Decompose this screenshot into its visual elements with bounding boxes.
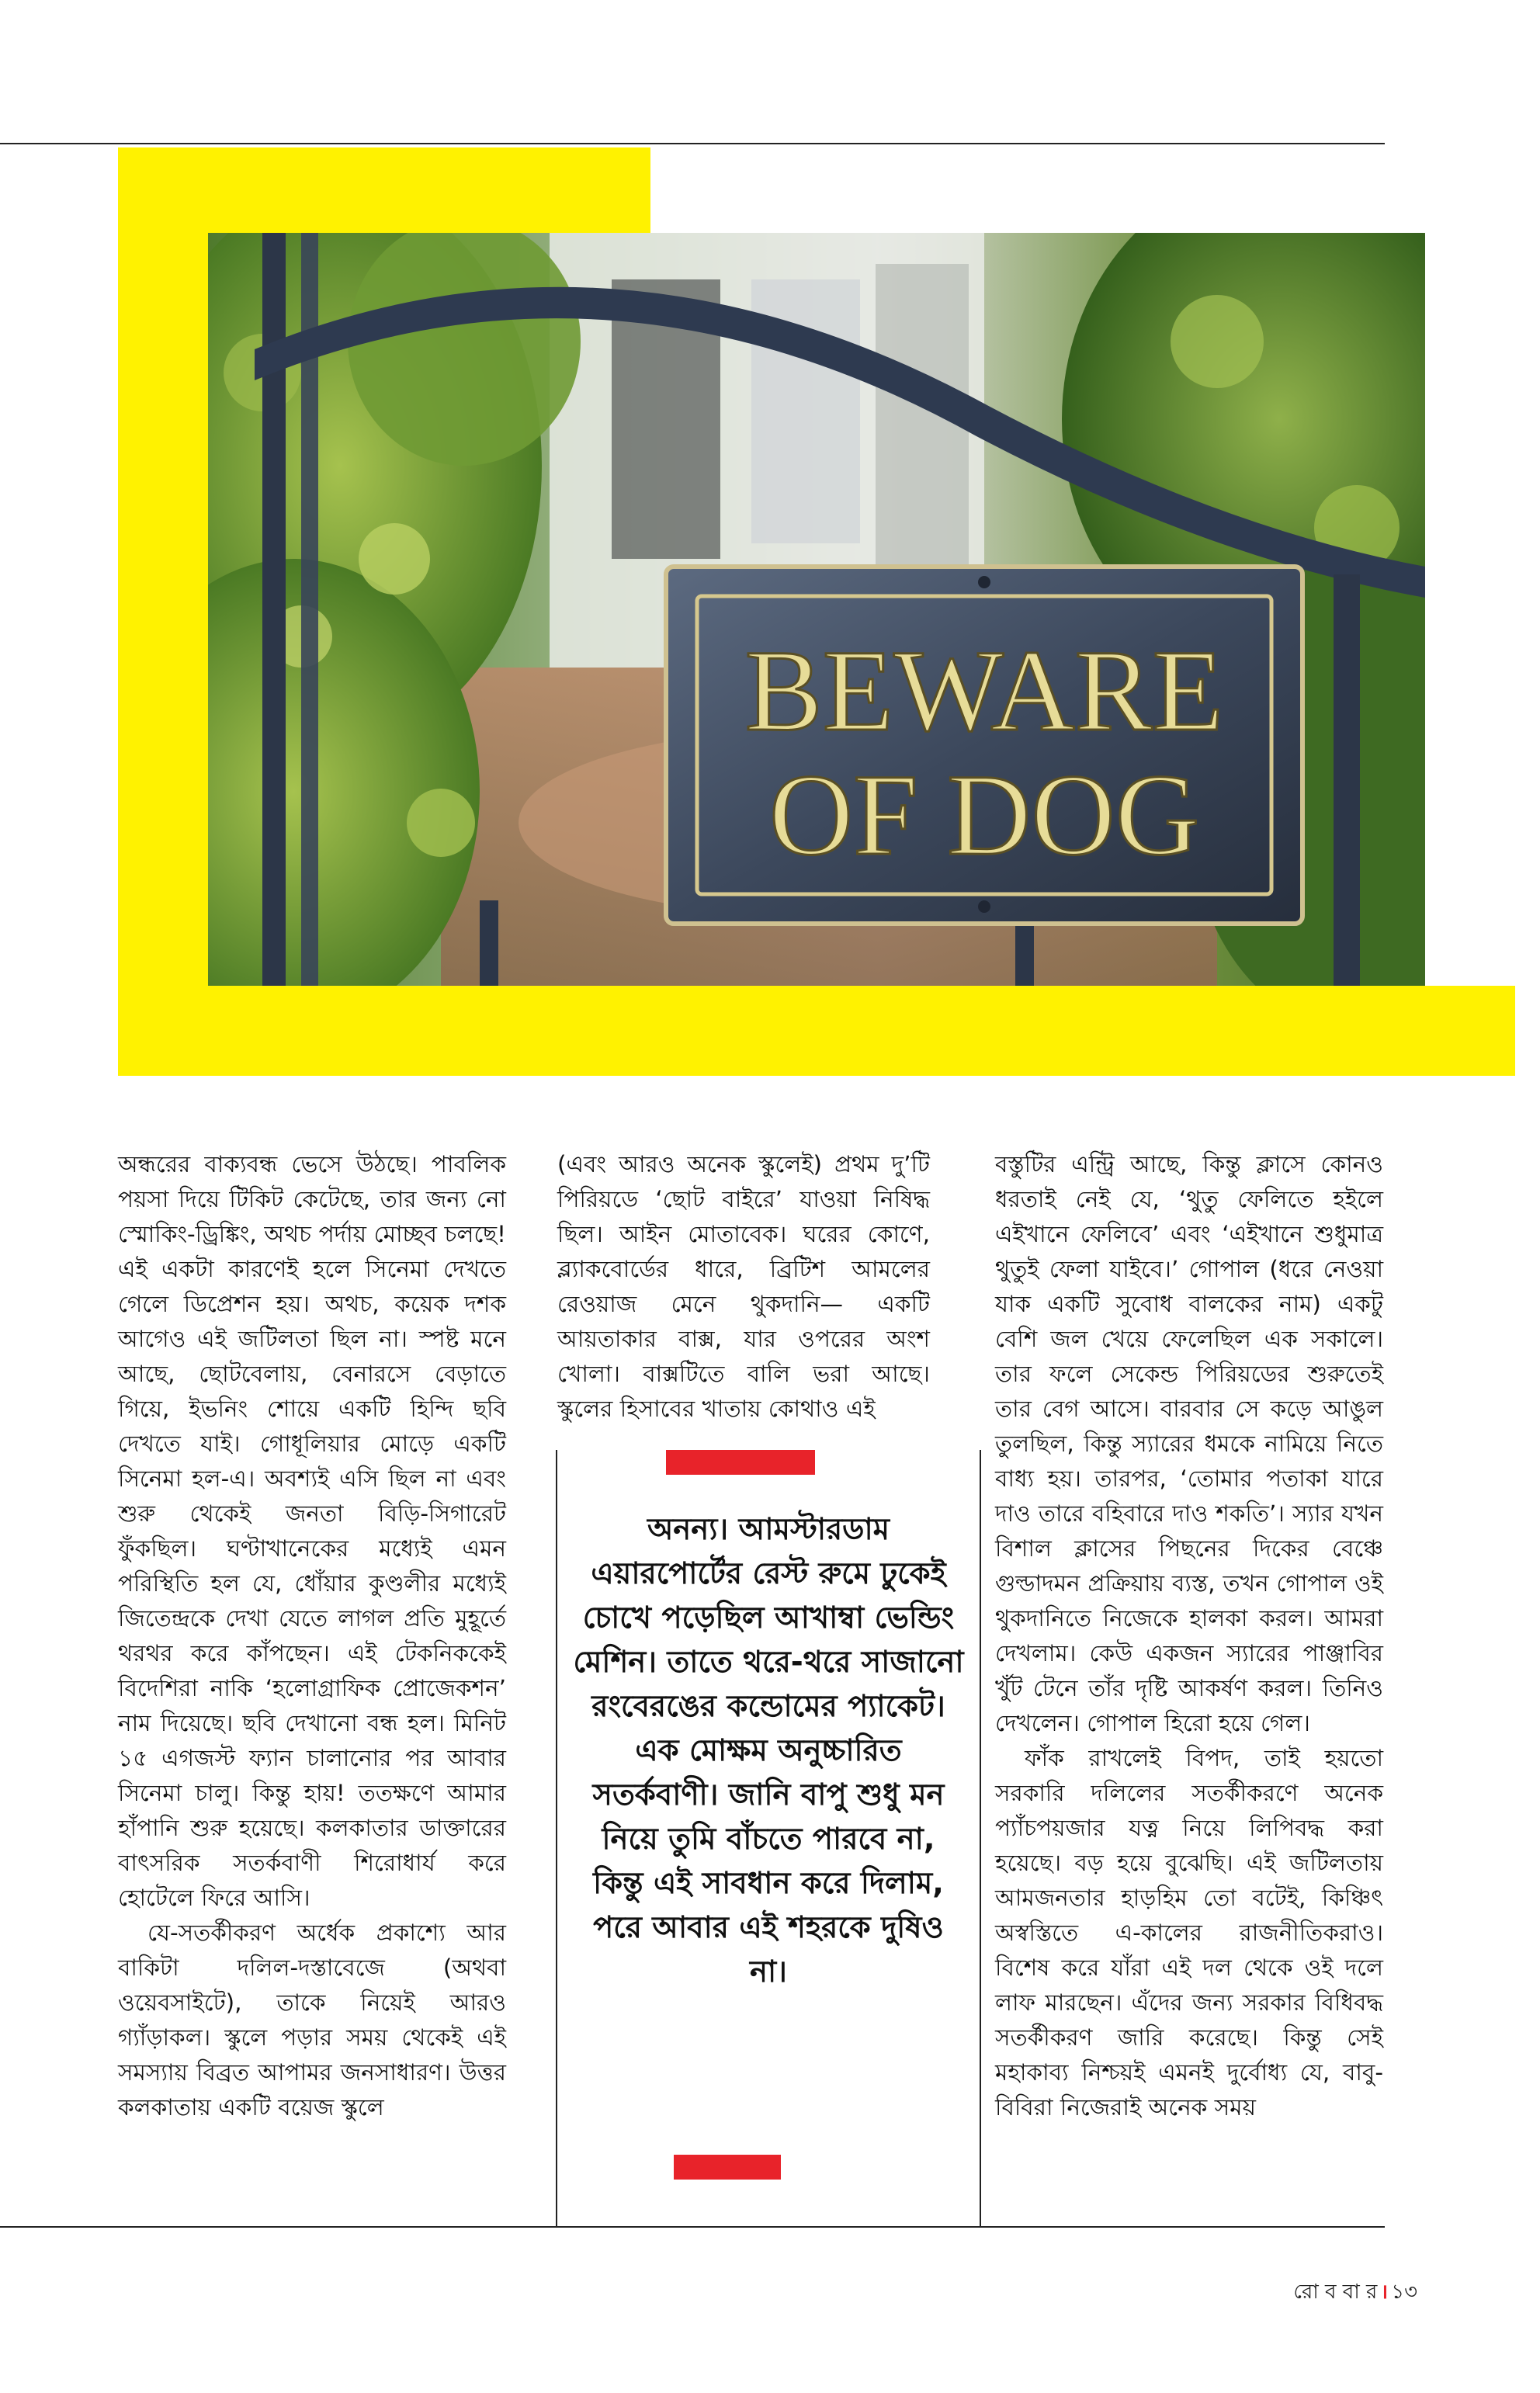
publication-name: রো ব বা র <box>1293 2280 1378 2304</box>
article-column-left <box>118 1147 506 2125</box>
pullquote-top-bar <box>666 1450 815 1475</box>
article-paragraph: যে-সতর্কীকরণ অর্ধেক প্রকাশ্যে আর বাকিটা দলিল-দস্তাবেজে (অথবা ওয়েবসাইটে), তাকে নিয়েই আরও গ্যাঁড়াকল। স্কুলে পড়ার সময় থেকেই এই সমস্যায় বিব্রত আপামর জনসাধারণ। উত্তর কলকাতায় একটি বয়েজ স্কুলে <box>118 1920 506 2121</box>
pullquote: অনন্য। আমস্টারডাম এয়ারপোর্টের রেস্ট রুমে ঢুকেই চোখে পড়েছিল আখাম্বা ভেন্ডিং মেশিন। তাতে থরে-থরে সাজানো রংবেরঙের কন্ডোমের প্যাকেট। এক মোক্ষম অনুচ্চারিত সতর্কবাণী। জানি বাপু শুধু মন নিয়ে তুমি বাঁচতে পারবে না, কিন্তু এই সাবধান করে দিলাম, পরে আবার এই শহরকে দুষিও না। <box>573 1512 964 1989</box>
top-rule <box>0 143 1385 144</box>
column-rule-left <box>556 1450 557 2226</box>
yellow-block-left <box>118 147 208 1076</box>
article-paragraph: বস্তুটির এন্ট্রি আছে, কিন্তু ক্লাসে কোনও ধরতাই নেই যে, ‘থুতু ফেলিতে হইলে এইখানে ফেলিবে’ এবং ‘এইখানে শুধুমাত্র থুতুই ফেলা যাইবে।’ গোপাল (ধরে নেওয়া যাক একটি সুবোধ বালকের নাম) একটু বেশি জল খেয়ে ফেলেছিল এক সকালে। তার ফলে সেকেন্ড পিরিয়ডের শুরুতেই তার বেগ আসে। বারবার সে কড়ে আঙুল তুলছিল, কিন্তু স্যারের ধমকে নামিয়ে নিতে বাধ্য হয়। তারপর, ‘তোমার পতাকা যারে দাও তারে বহিবারে দাও শকতি’। স্যার যখন বিশাল ক্লাসের পিছনের দিকের বেঞ্চে গুল্ডাদমন প্রক্রিয়ায় ব্যস্ত, তখন গোপাল ওই থুকদানিতে নিজেকে হালকা করল। আমরা দেখলাম। কেউ একজন স্যারের পাঞ্জাবির খুঁট টেনে তাঁর দৃষ্টি আকর্ষণ করল। তিনিও দেখলেন। গোপাল হিরো হয়ে গেল। <box>995 1151 1383 1736</box>
beware-of-dog-photo <box>208 233 1425 986</box>
article-column-right <box>995 1147 1383 2125</box>
article-column-middle <box>557 1147 930 1427</box>
article-paragraph: (এবং আরও অনেক স্কুলেই) প্রথম দু’টি পিরিয়ডে ‘ছোট বাইরে’ যাওয়া নিষিদ্ধ ছিল। আইন মোতাবেক। ঘরের কোণে, ব্ল্যাকবোর্ডের ধারে, ব্রিটিশ আমলের রেওয়াজ মেনে থুকদানি— একটি আয়তাকার বাক্স, যার ওপরের অংশ খোলা। বাক্সটিতে বালি ভরা আছে। স্কুলের হিসাবের খাতায় কোথাও এই <box>557 1151 930 1422</box>
pullquote-bottom-bar <box>674 2155 781 2180</box>
article-paragraph: অন্ধরের বাক্যবন্ধ ভেসে উঠছে। পাবলিক পয়সা দিয়ে টিকিট কেটেছে, তার জন্য নো স্মোকিং-ড্রিঙ্কিং, অথচ পর্দায় মোচ্ছব চলছে! এই একটা কারণেই হলে সিনেমা দেখতে গেলে ডিপ্রেশন হয়। অথচ, কয়েক দশক আগেও এই জটিলতা ছিল না। স্পষ্ট মনে আছে, ছোটবেলায়, বেনারসে বেড়াতে গিয়ে, ইভনিং শোয়ে একটি হিন্দি ছবি দেখতে যাই। গোধূলিয়ার মোড়ে একটি সিনেমা হল-এ। অবশ্যই এসি ছিল না এবং শুরু থেকেই জনতা বিড়ি-সিগারেট ফুঁকছিল। ঘণ্টাখানেকের মধ্যেই এমন পরিস্থিতি হল যে, ধোঁয়ার কুণ্ডলীর মধ্যেই জিতেন্দ্রকে দেখা যেতে লাগল প্রতি মুহূর্তে থরথর করে কাঁপছেন। এই টেকনিককেই বিদেশিরা নাকি ‘হলোগ্রাফিক প্রোজেকশন’ নাম দিয়েছে। ছবি দেখানো বন্ধ হল। মিনিট ১৫ এগজস্ট ফ্যান চালানোর পর আবার সিনেমা চালু। কিন্তু হায়! ততক্ষণে আমার হাঁপানি শুরু হয়েছে। কলকাতার ডাক্তারের বাৎসরিক সতর্কবাণী শিরোধার্য করে হোটেলে ফিরে আসি। <box>118 1151 506 1911</box>
sign-text-line2: OF DOG <box>768 751 1200 879</box>
page-footer <box>1293 2276 1417 2310</box>
column-rule-right <box>980 1450 981 2226</box>
bottom-rule <box>0 2226 1385 2228</box>
yellow-block-bottom <box>118 986 1515 1076</box>
page-number: ১৩ <box>1391 2280 1417 2304</box>
sign-text-line1: BEWARE <box>744 626 1224 755</box>
footer-separator: । <box>1380 2280 1389 2304</box>
article-paragraph: ফাঁক রাখলেই বিপদ, তাই হয়তো সরকারি দলিলের সতর্কীকরণে অনেক প্যাঁচপয়জার যত্ন নিয়ে লিপিবদ্ধ করা হয়েছে। বড় হয়ে বুঝেছি। এই জটিলতায় আমজনতার হাড়হিম তো বটেই, কিঞ্চিৎ অস্বস্তিতে এ-কালের রাজনীতিকরাও। বিশেষ করে যাঁরা এই দল থেকে ওই দলে লাফ মারছেন। এঁদের জন্য সরকার বিধিবদ্ধ সতর্কীকরণ জারি করেছে। কিন্তু সেই মহাকাব্য নিশ্চয়ই এমনই দুর্বোধ্য যে, বাবু-বিবিরা নিজেরাই অনেক সময় <box>995 1745 1383 2121</box>
